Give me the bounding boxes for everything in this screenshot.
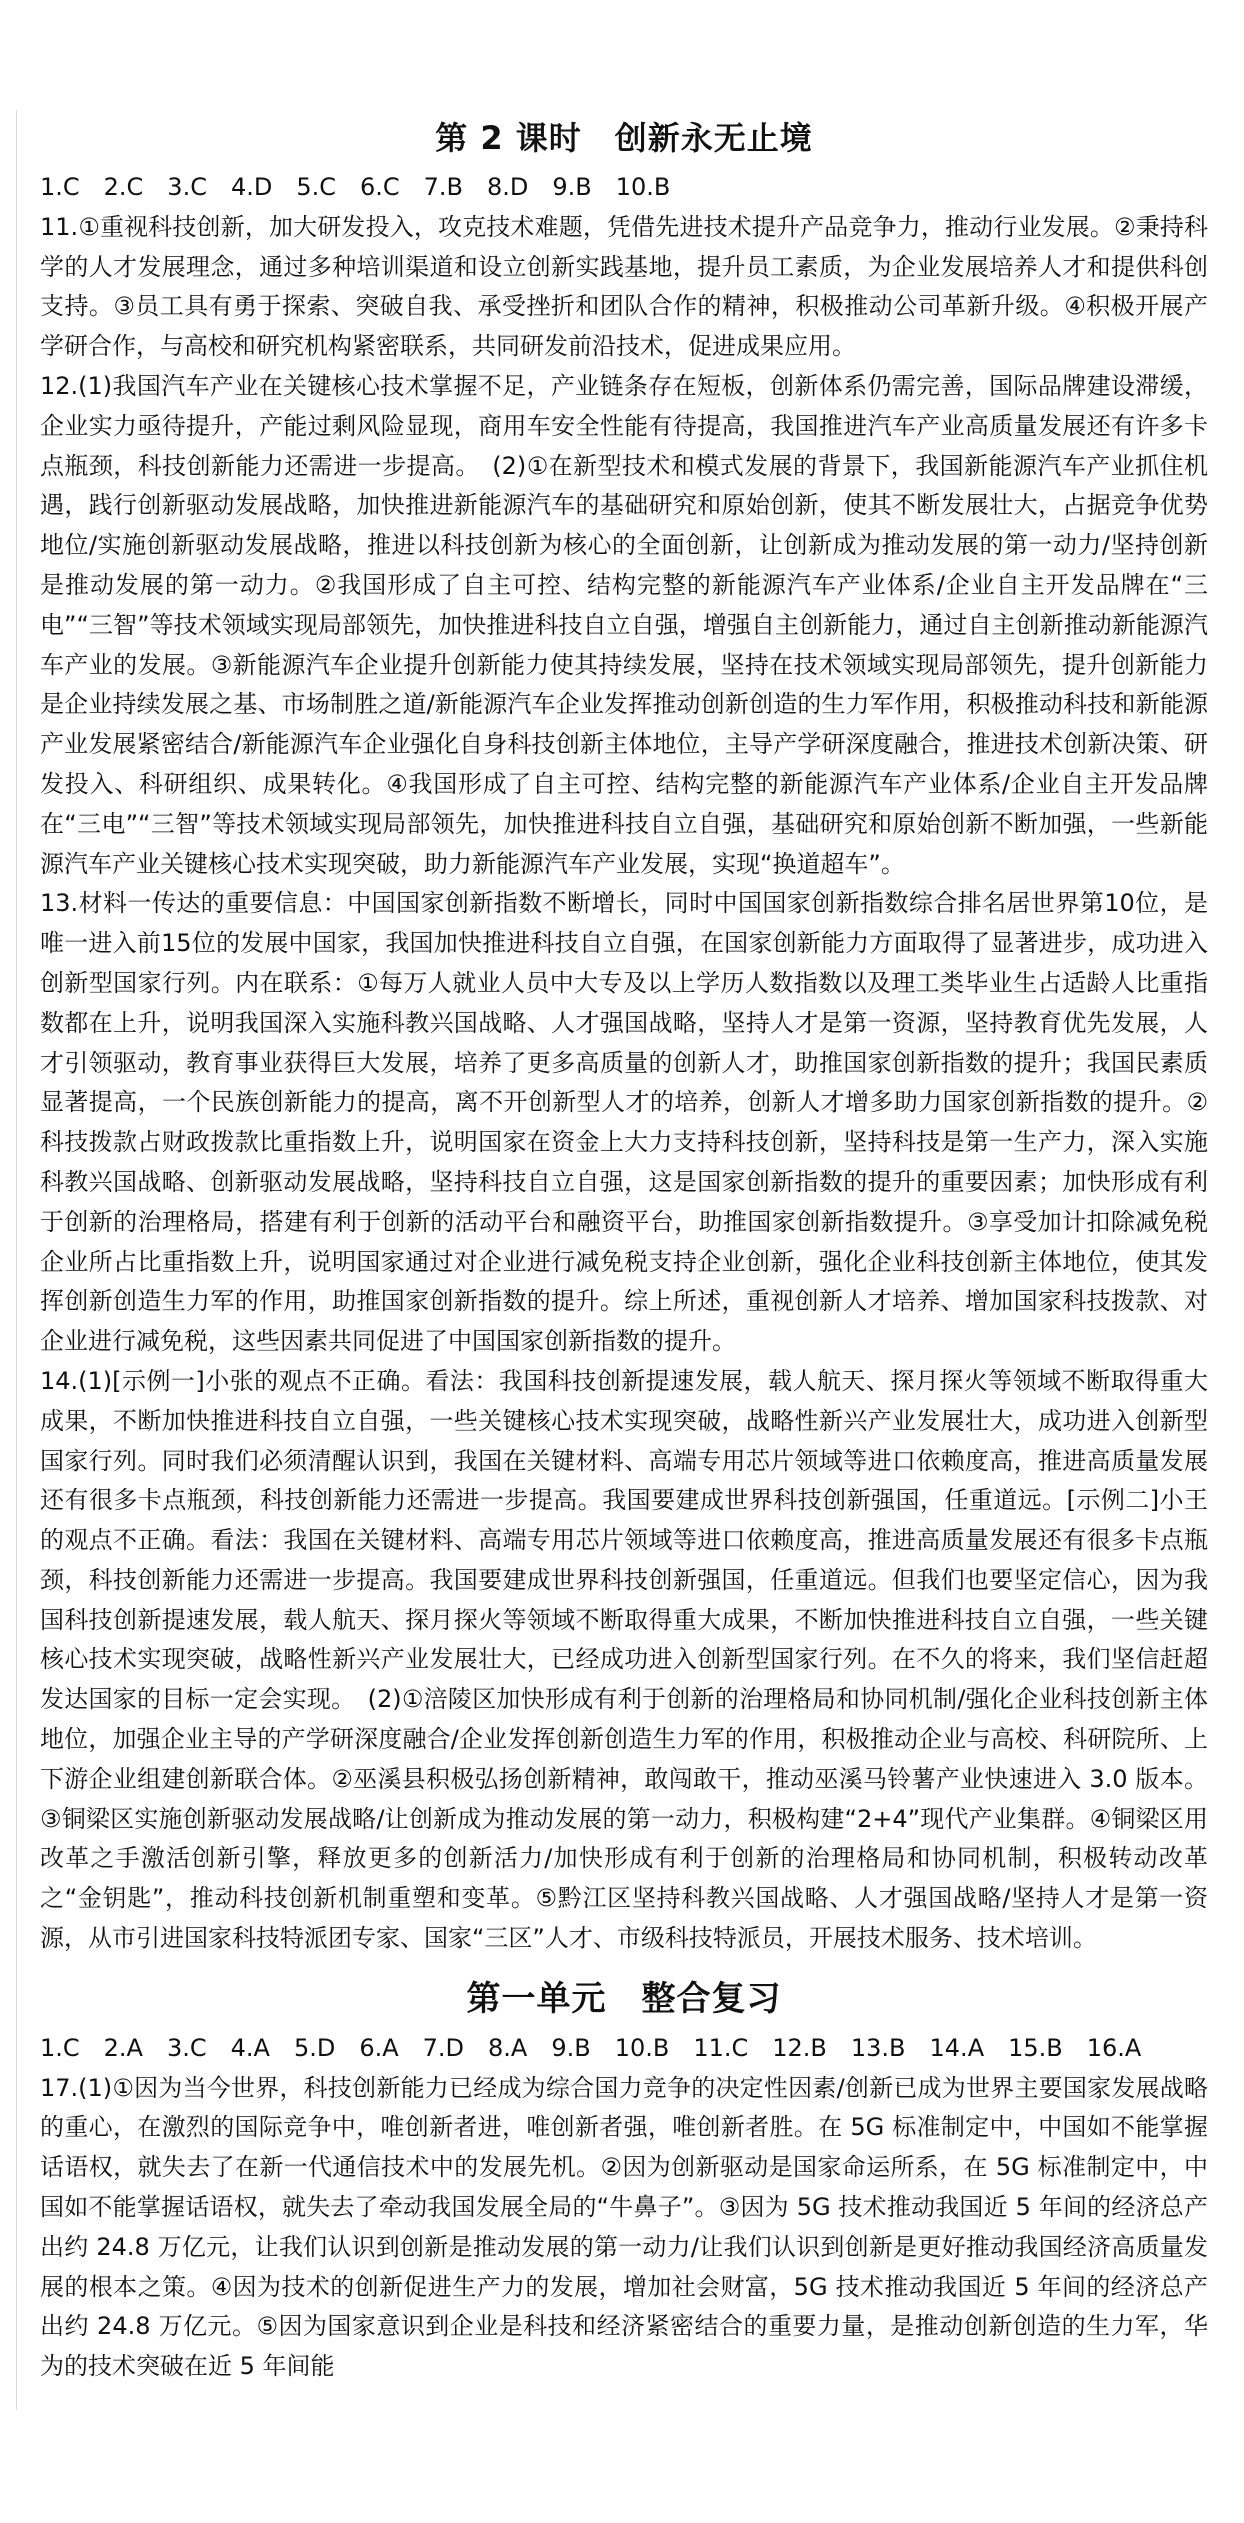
answer-q13: 13.材料一传达的重要信息：中国国家创新指数不断增长，同时中国国家创新指数综合排名居世界第10位，是唯一进入前15位的发展中国家，我国加快推进科技自立自强，在国家创新能力方面取得了显著进步，成功进入创新型国家行列。内在联系：①每万人就业人员中大专及以上学历人数指数以及理工类毕业生占适龄人比重指数都在上升，说明我国深入实施科教兴国战略、人才强国战略，坚持人才是第一资源，坚持教育优先发展，人才引领驱动，教育事业获得巨大发展，培养了更多高质量的创新人才，助推国家创新指数的提升；我国民素质显著提高，一个民族创新能力的提高，离不开创新型人才的培养，创新人才增多助力国家创新指数的提升。②科技拨款占财政拨款比重指数上升，说明国家在资金上大力支持科技创新，坚持科技是第一生产力，深入实施科教兴国战略、创新驱动发展战略，坚持科技自立自强，这是国家创新指数的提升的重要因素；加快形成有利于创新的治理格局，搭建有利于创新的活动平台和融资平台，助推国家创新指数提升。③享受加计扣除减免税企业所占比重指数上升，说明国家通过对企业进行减免税支持企业创新，强化企业科技创新主体地位，使其发挥创新创造生力军的作用，助推国家创新指数的提升。综上所述，重视创新人才培养、增加国家科技拨款、对企业进行减免税，这些因素共同促进了中国国家创新指数的提升。 <box>40 889 1208 1356</box>
answer-q12: 12.(1)我国汽车产业在关键核心技术掌握不足，产业链条存在短板，创新体系仍需完善，国际品牌建设滞缓，企业实力亟待提升，产能过剩风险显现，商用车安全性能有待提高，我国推进汽车产业高质量发展还有许多卡点瓶颈，科技创新能力还需进一步提高。 (2)①在新型技术和模式发展的背景下，我国新能源汽车产业抓住机遇，践行创新驱动发展战略，加快推进新能源汽车的基础研究和原始创新，使其不断发展壮大，占据竞争优势地位/实施创新驱动发展战略，推进以科技创新为核心的全面创新，让创新成为推动发展的第一动力/坚持创新是推动发展的第一动力。②我国形成了自主可控、结构完整的新能源汽车产业体系/企业自主开发品牌在“三电”“三智”等技术领域实现局部领先，加快推进科技自立自强，增强自主创新能力，通过自主创新推动新能源汽车产业的发展。③新能源汽车企业提升创新能力使其持续发展，坚持在技术领域实现局部领先，提升创新能力是企业持续发展之基、市场制胜之道/新能源汽车企业发挥推动创新创造的生力军作用，积极推动科技和新能源产业发展紧密结合/新能源汽车企业强化自身科技创新主体地位，主导产学研深度融合，推进技术创新决策、研发投入、科研组织、成果转化。④我国形成了自主可控、结构完整的新能源汽车产业体系/企业自主开发品牌在“三电”“三智”等技术领域实现局部领先，加快推进科技自立自强，基础研究和原始创新不断加强，一些新能源汽车产业关键核心技术实现突破，助力新能源汽车产业发展，实现“换道超车”。 <box>40 371 1208 878</box>
answer-q14: 14.(1)[示例一]小张的观点不正确。看法：我国科技创新提速发展，载人航天、探月探火等领域不断取得重大成果，不断加快推进科技自立自强，一些关键核心技术实现突破，战略性新兴产业发展壮大，成功进入创新型国家行列。同时我们必须清醒认识到，我国在关键材料、高端专用芯片领域等进口依赖度高，推进高质量发展还有很多卡点瓶颈，科技创新能力还需进一步提高。我国要建成世界科技创新强国，任重道远。[示例二]小王的观点不正确。看法：我国在关键材料、高端专用芯片领域等进口依赖度高，推进高质量发展还有很多卡点瓶颈，科技创新能力还需进一步提高。我国要建成世界科技创新强国，任重道远。但我们也要坚定信心，因为我国科技创新提速发展，载人航天、探月探火等领域不断取得重大成果，不断加快推进科技自立自强，一些关键核心技术实现突破，战略性新兴产业发展壮大，已经成功进入创新型国家行列。在不久的将来，我们坚信赶超发达国家的目标一定会实现。 (2)①涪陵区加快形成有利于创新的治理格局和协同机制/强化企业科技创新主体地位，加强企业主导的产学研深度融合/企业发挥创新创造生力军的作用，积极推动企业与高校、科研院所、上下游企业组建创新联合体。②巫溪县积极弘扬创新精神，敢闯敢干，推动巫溪马铃薯产业快速进入 3.0 版本。③铜梁区实施创新驱动发展战略/让创新成为推动发展的第一动力，积极构建“2+4”现代产业集群。④铜梁区用改革之手激活创新引擎，释放更多的创新活力/加快形成有利于创新的治理格局和协同机制，积极转动改革之“金钥匙”，推动科技创新机制重塑和变革。⑤黔江区坚持科教兴国战略、人才强国战略/坚持人才是第一资源，从市引进国家科技特派团专家、国家“三区”人才、市级科技特派员，开展技术服务、技术培训。 <box>40 1366 1208 1953</box>
choice-answers-unit-review: 1.C 2.A 3.C 4.A 5.D 6.A 7.D 8.A 9.B 10.B 11.C 12.B 13.B 14.A 15.B 16.A <box>40 2033 1142 2062</box>
choice-answers-lesson-2: 1.C 2.C 3.C 4.D 5.C 6.C 7.B 8.D 9.B 10.B <box>40 173 671 201</box>
page-edge-line <box>16 110 17 2410</box>
answer-q11: 11.①重视科技创新，加大研发投入，攻克技术难题，凭借先进技术提升产品竞争力，推动行业发展。②秉持科学的人才发展理念，通过多种培训渠道和设立创新实践基地，提升员工素质，为企业发展培养人才和提供科创支持。③员工具有勇于探索、突破自我、承受挫折和团队合作的精神，积极推动公司革新升级。④积极开展产学研合作，与高校和研究机构紧密联系，共同研发前沿技术，促进成果应用。 <box>40 212 1208 361</box>
answer-q17: 17.(1)①因为当今世界，科技创新能力已经成为综合国力竞争的决定性因素/创新已成为世界主要国家发展战略的重心，在激烈的国际竞争中，唯创新者进，唯创新者强，唯创新者胜。在 5G 标准制定中，中国如不能掌握话语权，就失去了在新一代通信技术中的发展先机。②因为创新驱动是国家命运所系，在 5G 标准制定中，中国如不能掌握话语权，就失去了牵动我国发展全局的“牛鼻子”。③因为 5G 技术推动我国近 5 年间的经济总产出约 24.8 万亿元，让我们认识到创新是推动发展的第一动力/让我们认识到创新是更好推动我国经济高质量发展的根本之策。④因为技术的创新促进生产力的发展，增加社会财富，5G 技术推动我国近 5 年间的经济总产出约 24.8 万亿元。⑤因为国家意识到企业是科技和经济紧密结合的重要力量，是推动创新创造的生力军，华为的技术突破在近 5 年间能 <box>40 2073 1208 2381</box>
section-title-lesson-2: 第 2 课时 创新永无止境 <box>435 119 813 157</box>
section-title-unit-review: 第一单元 整合复习 <box>466 1978 782 2019</box>
answer-page <box>40 108 1208 2387</box>
